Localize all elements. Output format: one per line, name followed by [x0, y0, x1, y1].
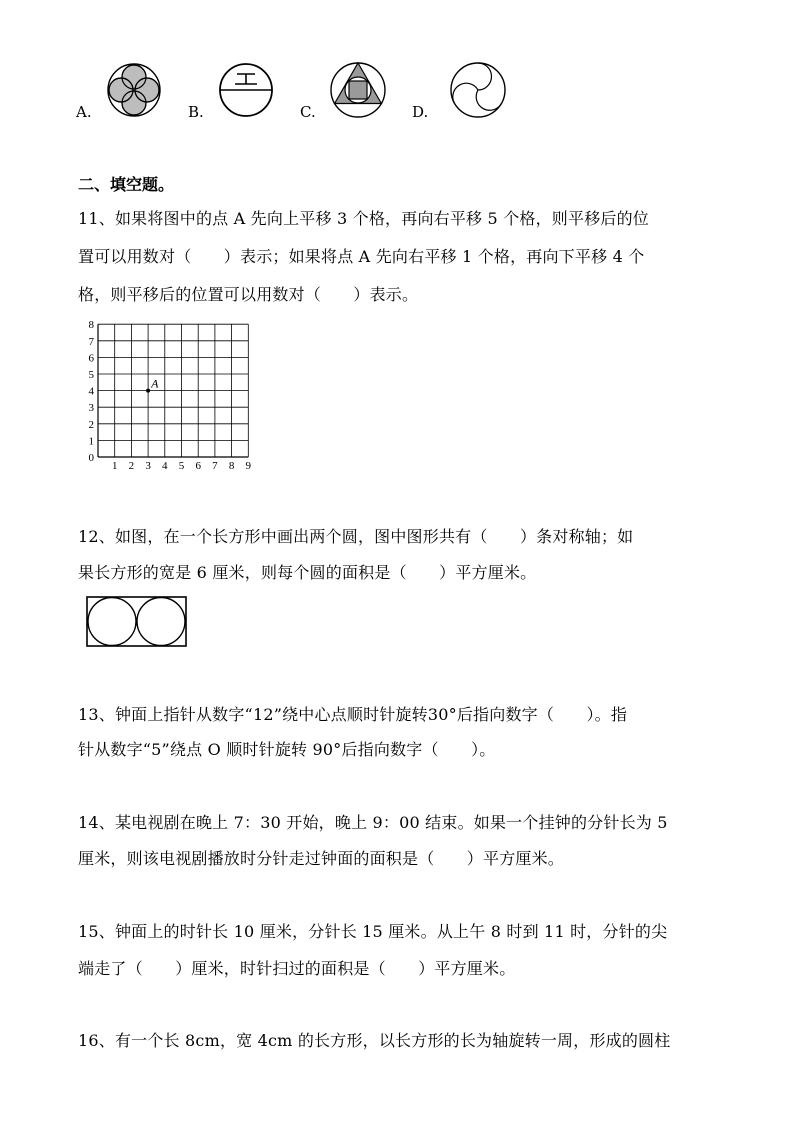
x-tick-label: 5 — [178, 460, 185, 472]
section-title: 二、填空题。 — [78, 175, 175, 194]
y-tick-label: 8 — [88, 319, 94, 332]
y-tick-label: 0 — [88, 452, 94, 464]
y-tick-label: 1 — [88, 435, 94, 448]
x-tick-label: 4 — [162, 460, 168, 472]
x-tick-label: 1 — [111, 460, 118, 472]
q11-line-3: 格，则平移后的位置可以用数对（ ）表示。 — [78, 285, 419, 304]
x-tick-label: 2 — [128, 460, 135, 472]
x-tick-label: 6 — [195, 460, 201, 472]
q13-line-1: 13、钟面上指针从数字“12”绕中心点顺时针旋转30°后指向数字（ ）。指 — [78, 705, 628, 724]
x-tick-label: 8 — [228, 460, 235, 472]
y-tick-label: 6 — [88, 352, 94, 365]
q11-line-2: 置可以用数对（ ）表示；如果将点 A 先向右平移 1 个格，再向下平移 4 个 — [78, 247, 645, 266]
triangle-square-in-circle-icon — [329, 61, 387, 119]
three-arc-swirl-circle-icon — [449, 61, 507, 119]
option-a-label: A. — [76, 103, 92, 121]
y-tick-label: 7 — [88, 335, 94, 348]
y-tick-label: 3 — [88, 402, 94, 415]
y-tick-label: 2 — [88, 418, 94, 431]
q16-line-1: 16、有一个长 8cm，宽 4cm 的长方形，以长方形的长为轴旋转一周，形成的圆柱 — [78, 1031, 671, 1050]
option-c-label: C. — [300, 103, 316, 121]
option-b-label: B. — [188, 103, 204, 121]
coordinate-grid — [80, 315, 260, 475]
q14-line-2: 厘米，则该电视剧播放时分针走过钟面的面积是（ ）平方厘米。 — [78, 849, 565, 868]
x-tick-label: 7 — [212, 460, 218, 472]
q13-line-2: 针从数字“5”绕点 O 顺时针旋转 90°后指向数字（ ）。 — [78, 740, 496, 759]
q15-line-1: 15、钟面上的时针长 10 厘米，分针长 15 厘米。从上午 8 时到 11 时，分针的尖 — [78, 922, 668, 941]
x-tick-label: 3 — [145, 460, 151, 472]
point-a-label: A — [151, 376, 159, 391]
four-petal-circle-icon — [106, 62, 162, 118]
q14-line-1: 14、某电视剧在晚上 7：30 开始，晚上 9：00 结束。如果一个挂钟的分针长为 5 — [78, 813, 668, 832]
point-a-marker — [146, 389, 150, 393]
q11-line-1: 11、如果将图中的点 A 先向上平移 3 个格，再向右平移 5 个格，则平移后的位 — [78, 209, 649, 228]
q12-line-2: 果长方形的宽是 6 厘米，则每个圆的面积是（ ）平方厘米。 — [78, 563, 537, 582]
y-tick-label: 4 — [88, 385, 94, 398]
q12-line-1: 12、如图，在一个长方形中画出两个圆，图中图形共有（ ）条对称轴；如 — [78, 527, 634, 546]
x-tick-label: 9 — [245, 460, 252, 472]
circle-with-symbol-icon — [218, 62, 274, 118]
option-d-label: D. — [412, 103, 429, 121]
rectangle-two-circles-figure — [86, 596, 188, 648]
y-tick-label: 5 — [88, 369, 94, 381]
q15-line-2: 端走了（ ）厘米，时针扫过的面积是（ ）平方厘米。 — [78, 959, 516, 978]
